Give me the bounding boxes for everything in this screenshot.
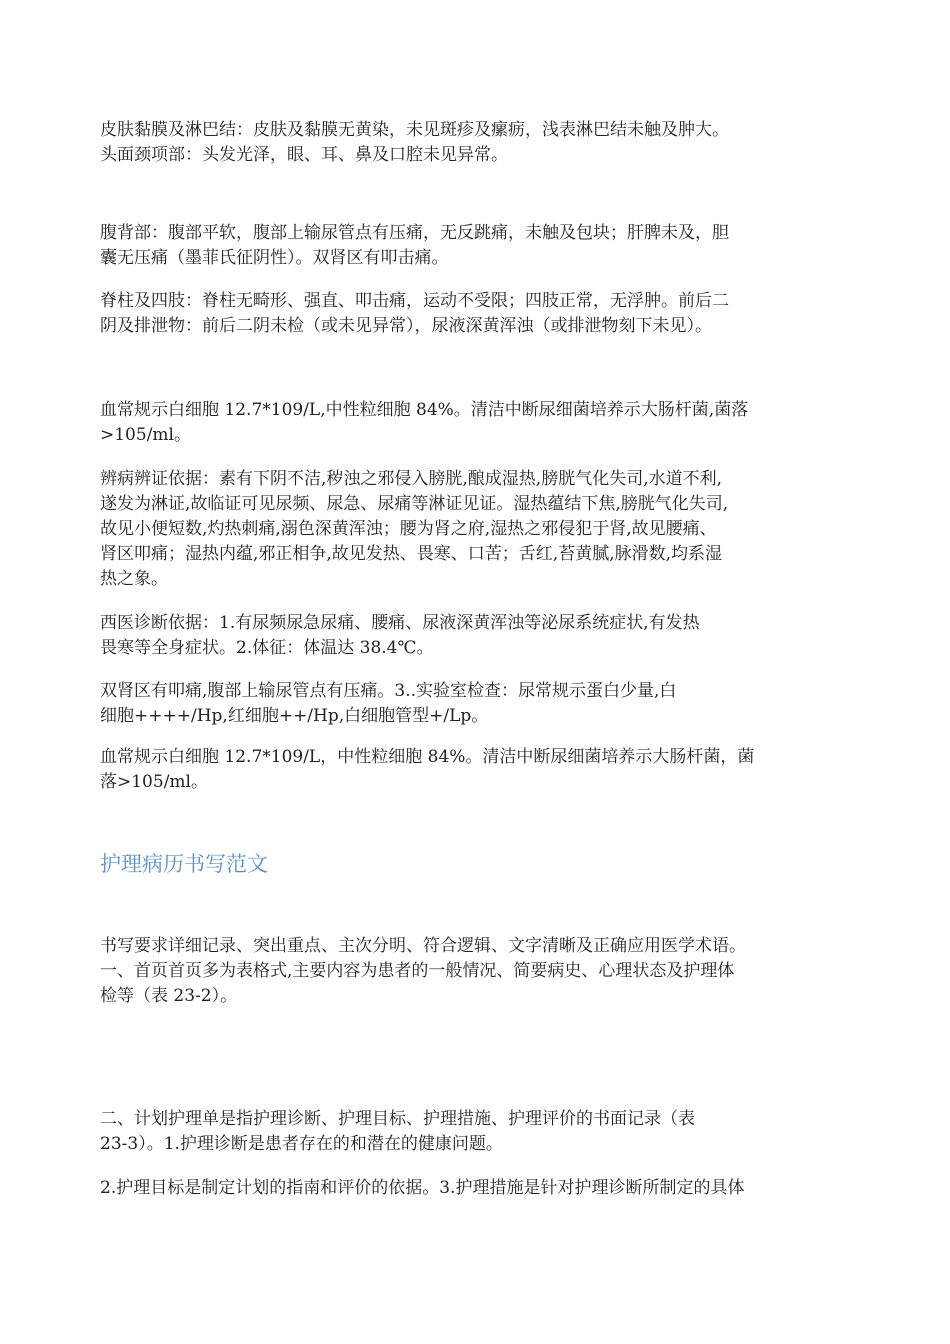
text-line: 热之象。 [100,569,168,589]
section-heading: 护理病历书写范文 [100,852,268,876]
text-line: 囊无压痛（墨菲氏征阴性）。双肾区有叩击痛。 [100,248,449,268]
paragraph-blood-routine-2 [100,745,870,795]
text-line: 双肾区有叩痛,腹部上输尿管点有压痛。3..实验室检查：尿常规示蛋白少量,白 [100,681,677,701]
text-line: 23-3）。1.护理诊断是患者存在的和潜在的健康问题。 [100,1134,503,1154]
text-line: 辨病辨证依据：素有下阴不洁,秽浊之邪侵入膀胱,酿成湿热,膀胱气化失司,水道不利, [100,469,723,489]
text-line: 二、计划护理单是指护理诊断、护理目标、护理措施、护理评价的书面记录（表 [100,1109,695,1129]
text-line: 书写要求详细记录、突出重点、主次分明、符合逻辑、文字清晰及正确应用医学术语。 [100,936,746,956]
paragraph-tcm-diagnosis-basis [100,467,870,592]
text-line: 细胞++++/Hp,红细胞++/Hp,白细胞管型+/Lp。 [100,706,489,726]
text-line: 皮肤黏膜及淋巴结：皮肤及黏膜无黄染，未见斑疹及瘰疬，浅表淋巴结未触及肿大。 [100,120,729,140]
paragraph-care-plan [100,1107,870,1157]
paragraph-blood-routine [100,398,870,448]
paragraph-abdomen-back [100,221,870,271]
text-line: 检等（表 23-2）。 [100,986,238,1006]
text-line: 脊柱及四肢：脊柱无畸形、强直、叩击痛，运动不受限；四肢正常，无浮肿。前后二 [100,291,729,311]
paragraph-writing-requirements [100,934,870,1009]
text-line: 头面颈项部：头发光泽，眼、耳、鼻及口腔未见异常。 [100,145,508,165]
text-line: 故见小便短数,灼热刺痛,溺色深黄浑浊；腰为肾之府,湿热之邪侵犯于肾,故见腰痛、 [100,519,717,539]
text-line: 2.护理目标是制定计划的指南和评价的依据。3.护理措施是针对护理诊断所制定的具体 [100,1178,745,1198]
paragraph-western-diagnosis-basis [100,611,870,661]
paragraph-spine-limbs [100,289,870,339]
text-line: 血常规示白细胞 12.7*109/L，中性粒细胞 84%。清洁中断尿细菌培养示大肠杆菌，菌 [100,747,755,767]
paragraph-lab-tests [100,679,870,729]
paragraph-skin-head [100,118,870,168]
text-line: >105/ml。 [100,425,191,445]
text-line: 遂发为淋证,故临证可见尿频、尿急、尿痛等淋证见证。湿热蕴结下焦,膀胱气化失司, [100,494,729,514]
text-line: 西医诊断依据：1.有尿频尿急尿痛、腰痛、尿液深黄浑浊等泌尿系统症状,有发热 [100,613,700,633]
paragraph-care-goals [100,1176,870,1201]
text-line: 落>105/ml。 [100,772,208,792]
text-line: 血常规示白细胞 12.7*109/L,中性粒细胞 84%。清洁中断尿细菌培养示大肠杆菌,菌落 [100,400,749,420]
text-line: 畏寒等全身症状。2.体征：体温达 38.4℃。 [100,638,434,658]
text-line: 腹背部：腹部平软，腹部上输尿管点有压痛，无反跳痛，未触及包块；肝脾未及，胆 [100,223,729,243]
text-line: 阴及排泄物：前后二阴未检（或未见异常），尿液深黄浑浊（或排泄物刻下未见）。 [100,316,712,336]
text-line: 一、首页首页多为表格式,主要内容为患者的一般情况、简要病史、心理状态及护理体 [100,961,735,981]
text-line: 肾区叩痛；湿热内蕴,邪正相争,故见发热、畏寒、口苦；舌红,苔黄腻,脉滑数,均系湿 [100,544,723,564]
